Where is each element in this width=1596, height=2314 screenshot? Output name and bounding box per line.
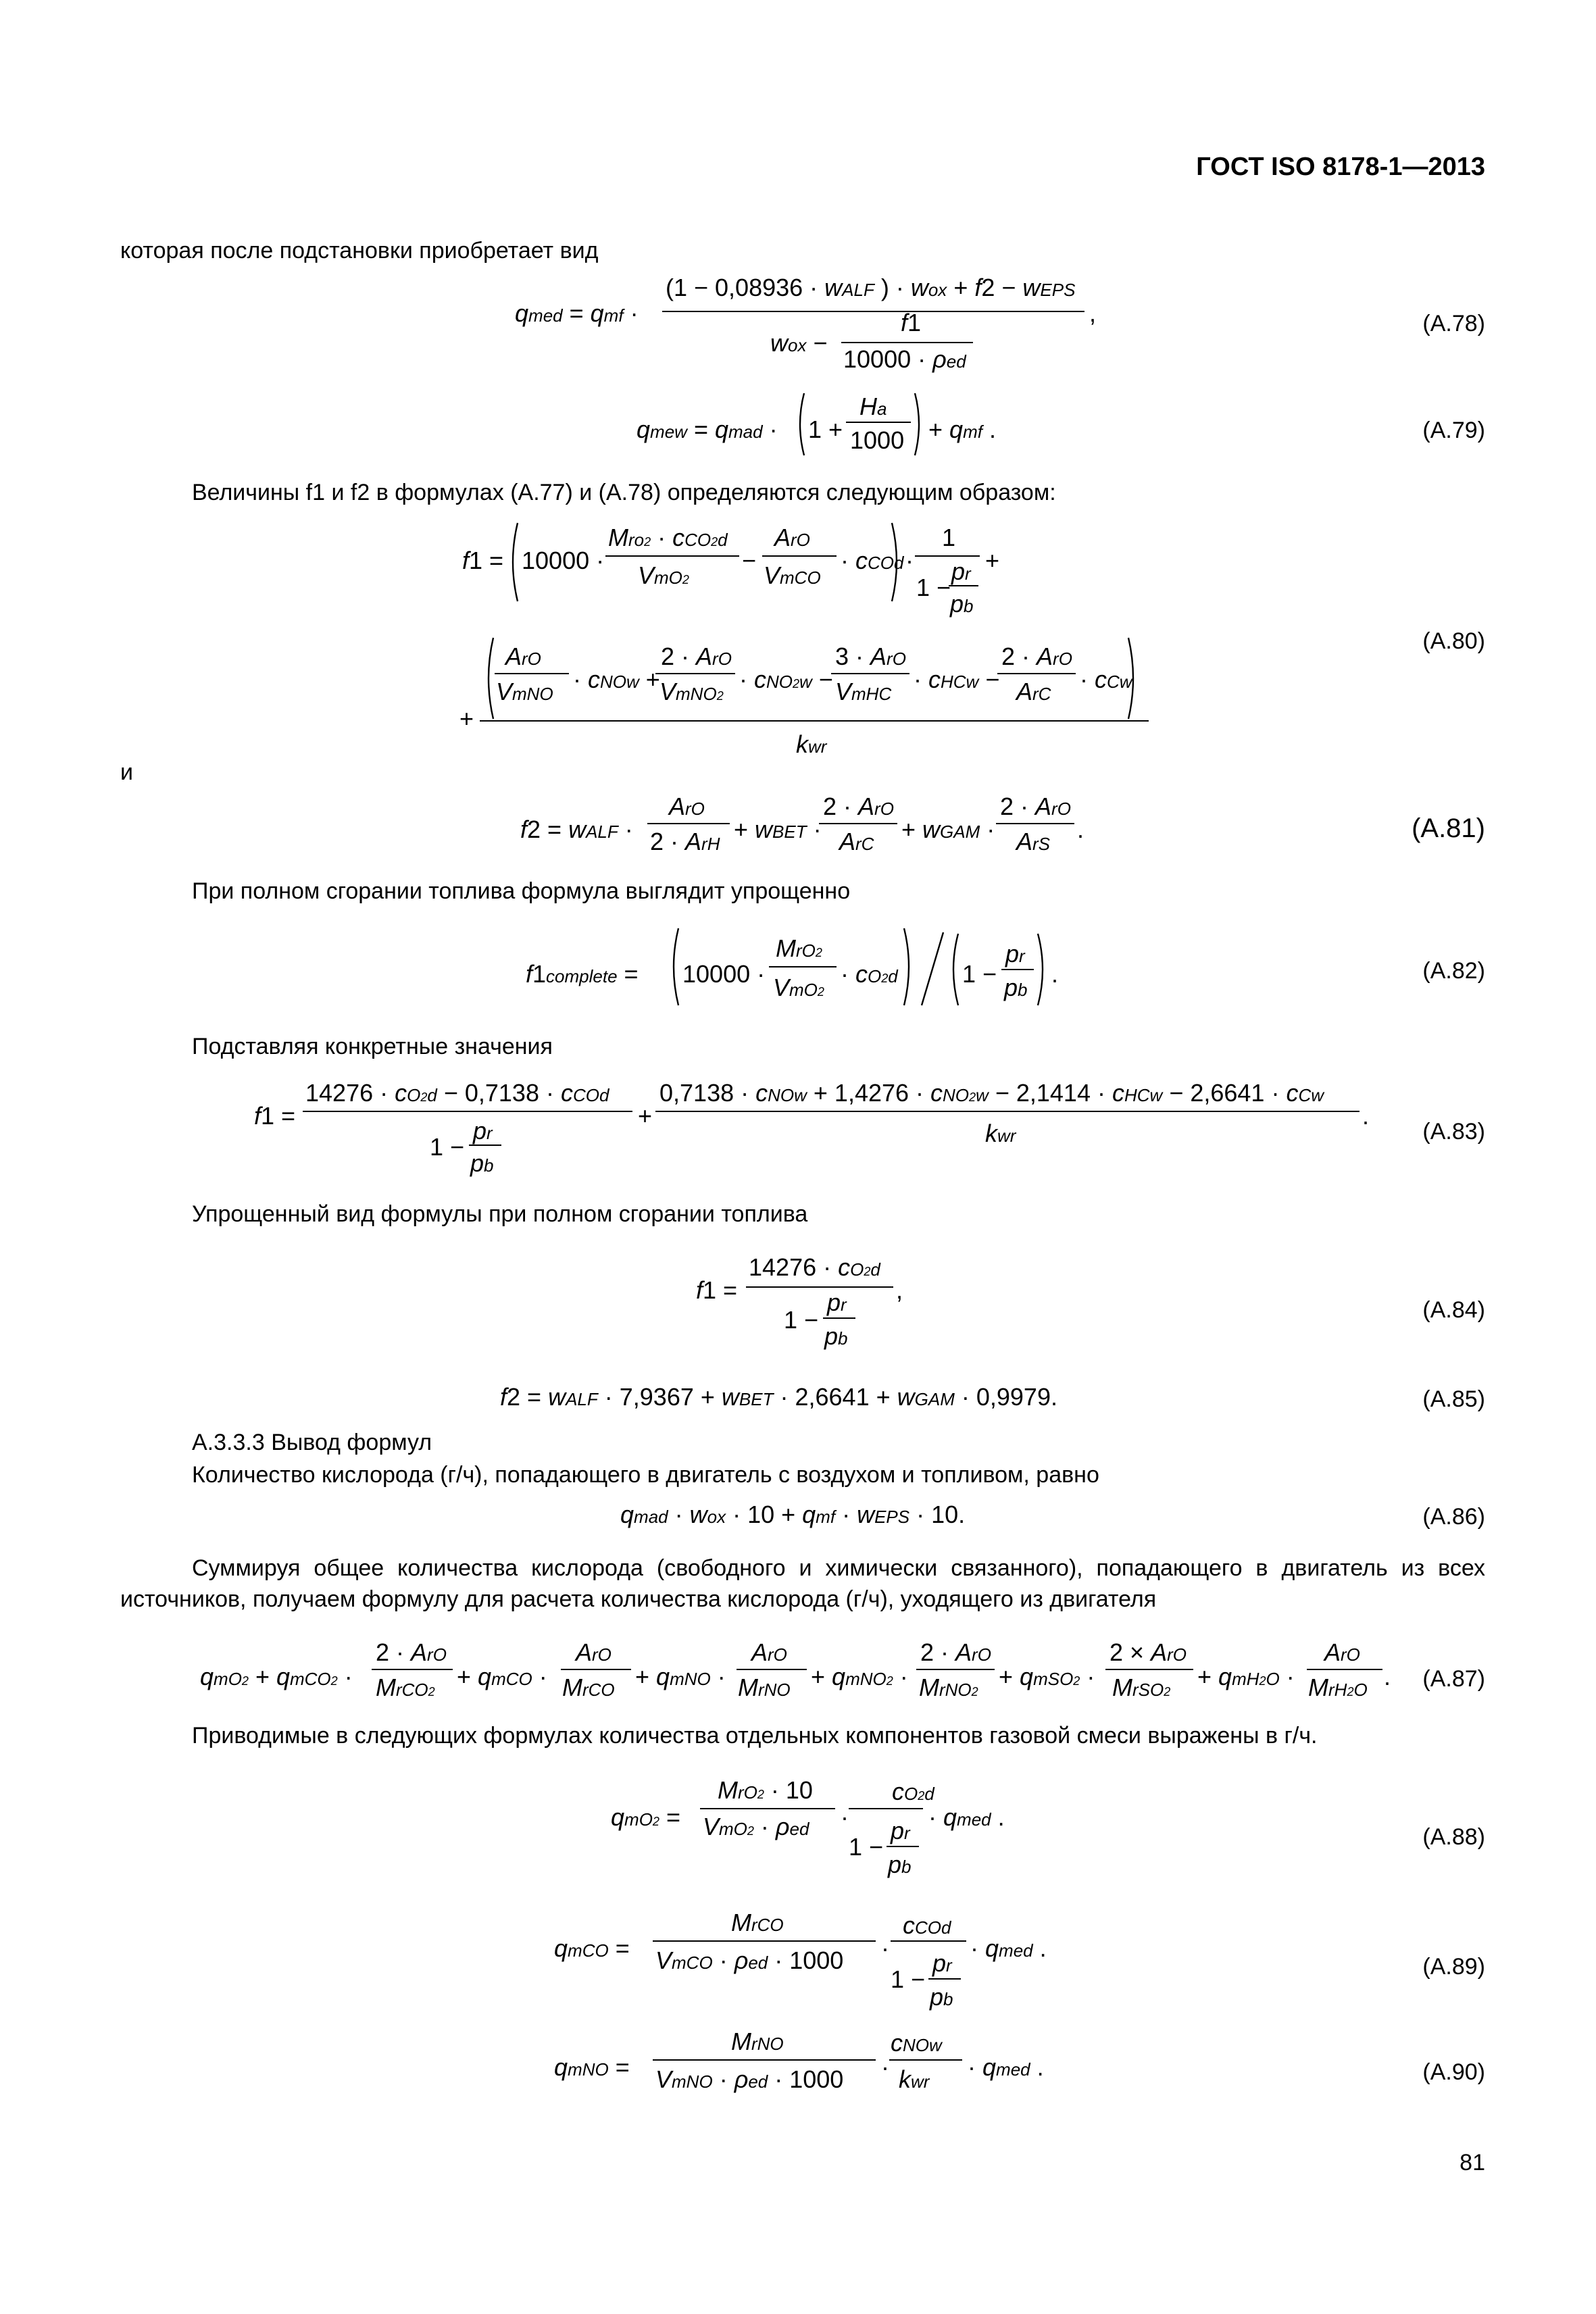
equation-number: (А.90) bbox=[1422, 2059, 1485, 2085]
oxygen-intake-text: Количество кислорода (г/ч), попадающего в двигатель с воздухом и топливом, равно bbox=[192, 1462, 1099, 1488]
conjunction-text: и bbox=[120, 759, 133, 785]
page-number: 81 bbox=[1460, 2150, 1485, 2175]
summing-paragraph: Суммируя общее количества кислорода (свободного и химически связанного), попадающего в двигатель из всех источников, получаем формулу для расчета количества кислорода (г/ч), уходящего из двигателя bbox=[120, 1555, 1485, 1612]
equation-number: (А.87) bbox=[1422, 1666, 1485, 1692]
equation-number: (А.83) bbox=[1422, 1119, 1485, 1145]
substitution-text: Подставляя конкретные значения bbox=[192, 1034, 553, 1059]
equation-number: (А.88) bbox=[1422, 1824, 1485, 1850]
equation-number: (А.89) bbox=[1422, 1954, 1485, 1980]
equation-number: (А.82) bbox=[1422, 958, 1485, 984]
equation-number: (А.79) bbox=[1422, 418, 1485, 443]
document-header: ГОСТ ISO 8178-1—2013 bbox=[1196, 153, 1485, 181]
equation-number: (А.81) bbox=[1412, 813, 1485, 843]
equation-number: (А.84) bbox=[1422, 1297, 1485, 1323]
equation-number: (А.78) bbox=[1422, 311, 1485, 336]
f-definition-text: Величины f1 и f2 в формулах (А.77) и (А.78) определяются следующим образом: bbox=[192, 480, 1056, 505]
complete-combustion-text: При полном сгорании топлива формула выглядит упрощенно bbox=[192, 878, 851, 904]
intro-text: которая после подстановки приобретает вид bbox=[120, 238, 599, 263]
equation-number: (А.80) bbox=[1422, 628, 1485, 654]
simplified-formula-text: Упрощенный вид формулы при полном сгорании топлива bbox=[192, 1201, 808, 1227]
equation-number: (А.85) bbox=[1422, 1386, 1485, 1412]
units-text: Приводимые в следующих формулах количества отдельных компонентов газовой смеси выражены в г/ч. bbox=[192, 1723, 1318, 1749]
section-heading: А.3.3.3 Вывод формул bbox=[192, 1430, 432, 1455]
equation-number: (А.86) bbox=[1422, 1504, 1485, 1530]
